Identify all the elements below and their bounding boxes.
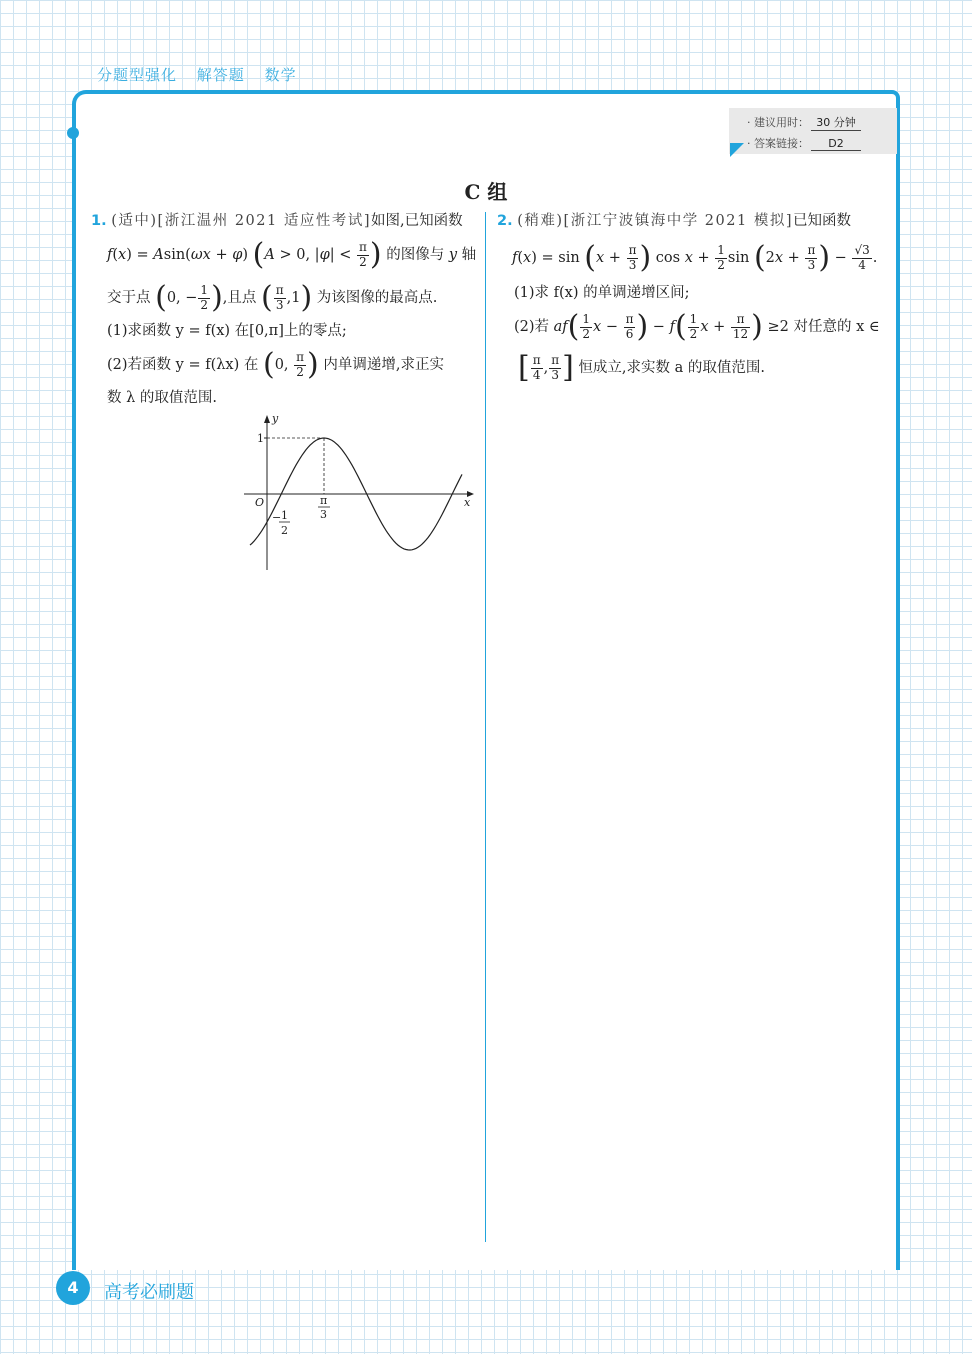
header-subject: 数学 (264, 66, 297, 84)
neg-tick-numerator: 1 (281, 509, 288, 522)
q1-part2-cont: 数 λ 的取值范围. (107, 390, 218, 406)
q2-part2-a: (2)若 (514, 319, 550, 335)
q2-part2-b: ≥2 对任意的 x ∈ (767, 319, 880, 335)
q2-number: 2. (497, 213, 513, 229)
book-title: 高考必刷题 (104, 1282, 194, 1303)
answer-row: · 答案链接： D2 (747, 135, 861, 151)
q2-formula: f(x) = sin (x + $\frac{\pi}{3}$ ) cos x + $\frac{1}{2}$ sin (2x + $\frac{\pi}{3}$ ) − $\frac{√3}{4}$ . (512, 240, 878, 275)
y-axis-arrow-icon (264, 415, 270, 423)
q1-line1 (91, 214, 463, 230)
q2-level: (稍难) (517, 213, 564, 229)
q1-part2-a: (2)若函数 y = f(λx) 在 (107, 357, 259, 373)
header-type: 解答题 (196, 66, 245, 84)
q2-part2-cont: [ $\frac{\pi}{4}$ , $\frac{\pi}{3}$ ] 恒成立,求实数 a 的取值范围. (518, 350, 766, 385)
x-tick-numerator: π (320, 494, 328, 507)
q1-intro: 如图,已知函数 (370, 213, 463, 229)
q2-intro: 已知函数 (792, 213, 851, 229)
corner-triangle-icon (730, 143, 744, 157)
origin-label: O (255, 496, 265, 509)
page-number-badge: 4 (56, 1271, 90, 1305)
column-divider (485, 212, 486, 1242)
q1-function-graph (238, 410, 478, 580)
q1-part2-b: 内单调递增,求正实 (323, 357, 444, 373)
answer-value: D2 (811, 137, 861, 151)
x-tick-denominator-text: 3 (320, 508, 327, 521)
q1-line3: 交于点 (0, − $\frac{1}{2}$ ),且点 ( $\frac{\pi}{3}$ ,1) 为该图像的最高点. (107, 280, 438, 315)
header-section: 分题型强化 (97, 66, 178, 84)
neg-tick-sign: − (272, 511, 282, 524)
q2-part2-c: 恒成立,求实数 a 的取值范围. (578, 360, 766, 376)
q2-part1: (1)求 f(x) 的单调递增区间; (514, 285, 690, 301)
q1-formula: f(x) = Asin(ωx + φ) (A > 0, |φ| < $\frac{\pi}{2}$ ) 的图像与 y 轴 (107, 237, 477, 272)
time-row: · 建议用时： 30 分钟 (747, 114, 861, 131)
time-value: 30 分钟 (811, 114, 861, 131)
group-title: C 组 (464, 180, 508, 204)
x-axis-label: x (464, 496, 471, 509)
q1-line3-c: 为该图像的最高点. (316, 290, 438, 306)
q1-line3-b: ,且点 (222, 290, 257, 306)
q1-part1: (1)求函数 y = f(x) 在[0,π]上的零点; (107, 323, 347, 339)
y-axis-label: y (272, 412, 279, 425)
answer-label: 答案链接： (754, 137, 809, 150)
frame-dot-icon (67, 127, 79, 139)
neg-tick-denominator: 2 (281, 524, 288, 537)
q1-source: [浙江温州 2021 适应性考试] (157, 213, 371, 229)
q1-part2: (2)若函数 y = f(λx) 在 (0, $\frac{\pi}{2}$ ) 内单调递增,求正实 (107, 347, 444, 382)
y-tick-label: 1 (257, 432, 264, 445)
info-box (729, 108, 897, 154)
time-label: 建议用时： (754, 116, 809, 129)
q1-level: (适中) (111, 213, 158, 229)
q2-line1 (497, 214, 851, 230)
q2-source: [浙江宁波镇海中学 2021 模拟] (563, 213, 793, 229)
q2-part2: (2)若 af( $\frac{1}{2}$ x − $\frac{\pi}{6}$ ) − f( $\frac{1}{2}$ x + $\frac{\pi}{12}$ ) ≥2 对任意的 x ∈ (514, 309, 880, 344)
q1-number: 1. (91, 213, 107, 229)
q1-line3-a: 交于点 (107, 290, 151, 306)
running-header (97, 64, 311, 85)
